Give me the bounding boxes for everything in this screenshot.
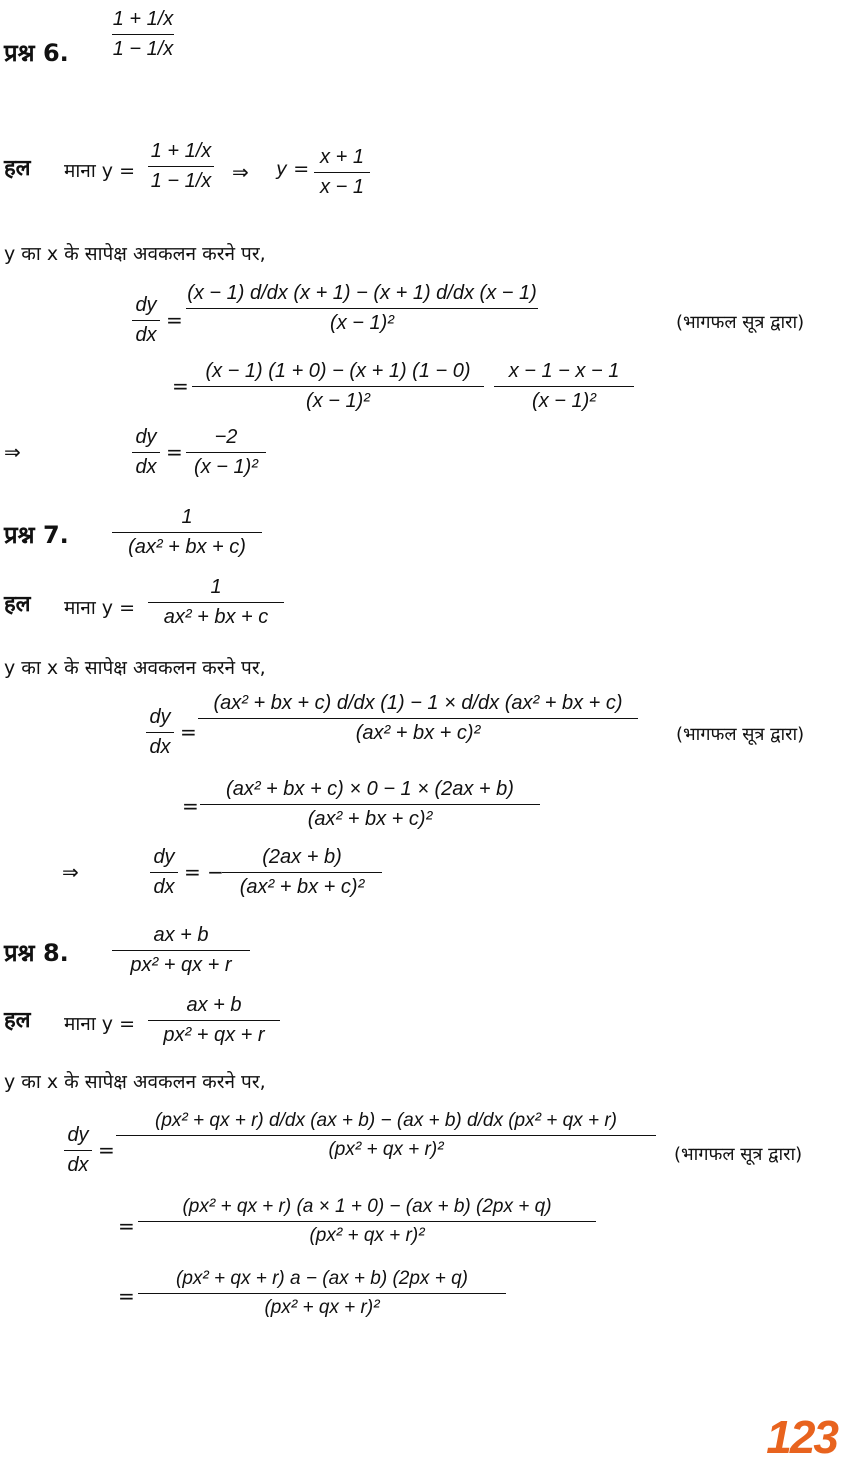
equals-sign: = <box>118 1284 135 1308</box>
final-result-6: −2 (x − 1)² <box>186 426 266 479</box>
equals-sign: = <box>166 440 183 464</box>
quotient-rule-note: (भागफल सूत्र द्वारा) <box>674 1144 803 1165</box>
differentiate-text: y का x के सापेक्ष अवकलन करने पर, <box>4 657 266 679</box>
solution-6-label: हल <box>4 156 31 181</box>
dydx-fraction: dy dx <box>150 846 178 899</box>
let-y-fraction: 1 ax² + bx + c <box>148 576 284 629</box>
dydx-fraction: dy dx <box>64 1124 92 1177</box>
let-y-fraction: ax + b px² + qx + r <box>148 994 280 1047</box>
differentiate-text: y का x के सापेक्ष अवकलन करने पर, <box>4 243 266 265</box>
let-y-text: माना y = <box>64 160 135 182</box>
final-result-7: (2ax + b) (ax² + bx + c)² <box>222 846 382 899</box>
step-2-fraction: (ax² + bx + c) × 0 − 1 × (2ax + b) (ax² + bx + c)² <box>200 778 540 831</box>
quotient-rule-note: (भागफल सूत्र द्वारा) <box>676 312 805 333</box>
solution-7-label: हल <box>4 592 31 617</box>
dydx-fraction: dy dx <box>146 706 174 759</box>
solution-8-label: हल <box>4 1008 31 1033</box>
question-8-label: प्रश्न 8. <box>4 939 69 967</box>
equals-minus: = − <box>184 860 224 884</box>
equals-sign: = <box>180 720 197 744</box>
simplified-fraction: x + 1 x − 1 <box>314 146 370 199</box>
page-number: 123 <box>766 1411 837 1463</box>
step-2b-fraction: x − 1 − x − 1 (x − 1)² <box>494 360 634 413</box>
equals-sign: = <box>172 374 189 398</box>
implies-symbol: ⇒ <box>62 860 79 884</box>
implies-symbol: ⇒ <box>4 440 21 464</box>
question-7-label: प्रश्न 7. <box>4 521 69 549</box>
step-2-fraction: (px² + qx + r) (a × 1 + 0) − (ax + b) (2px + q) (px² + qx + r)² <box>138 1196 596 1247</box>
question-6-label: प्रश्न 6. <box>4 39 69 67</box>
question-6-expression: 1 + 1/x 1 − 1/x <box>112 8 174 60</box>
dydx-fraction: dy dx <box>132 294 160 347</box>
dydx-fraction: dy dx <box>132 426 160 479</box>
question-7-expression: 1 (ax² + bx + c) <box>112 506 262 559</box>
equals-sign: = <box>182 794 199 818</box>
step-2a-fraction: (x − 1) (1 + 0) − (x + 1) (1 − 0) (x − 1)² <box>192 360 484 413</box>
step-3-fraction: (px² + qx + r) a − (ax + b) (2px + q) (px² + qx + r)² <box>138 1268 506 1319</box>
equals-sign: = <box>118 1214 135 1238</box>
quotient-rule-note: (भागफल सूत्र द्वारा) <box>676 724 805 745</box>
y-equals: y = <box>276 158 310 180</box>
equals-sign: = <box>98 1138 115 1162</box>
equals-sign: = <box>166 308 183 332</box>
question-8-expression: ax + b px² + qx + r <box>112 924 250 977</box>
let-y-text: माना y = <box>64 1013 135 1035</box>
quotient-rule-step: (x − 1) d/dx (x + 1) − (x + 1) d/dx (x − 1) (x − 1)² <box>187 282 537 334</box>
quotient-rule-step: (px² + qx + r) d/dx (ax + b) − (ax + b) d/dx (px² + qx + r) (px² + qx + r)² <box>116 1110 656 1161</box>
implies-symbol: ⇒ <box>232 160 249 184</box>
quotient-rule-step: (ax² + bx + c) d/dx (1) − 1 × d/dx (ax² + bx + c) (ax² + bx + c)² <box>198 692 638 745</box>
let-y-fraction: 1 + 1/x 1 − 1/x <box>148 140 214 193</box>
differentiate-text: y का x के सापेक्ष अवकलन करने पर, <box>4 1071 266 1093</box>
let-y-text: माना y = <box>64 597 135 619</box>
